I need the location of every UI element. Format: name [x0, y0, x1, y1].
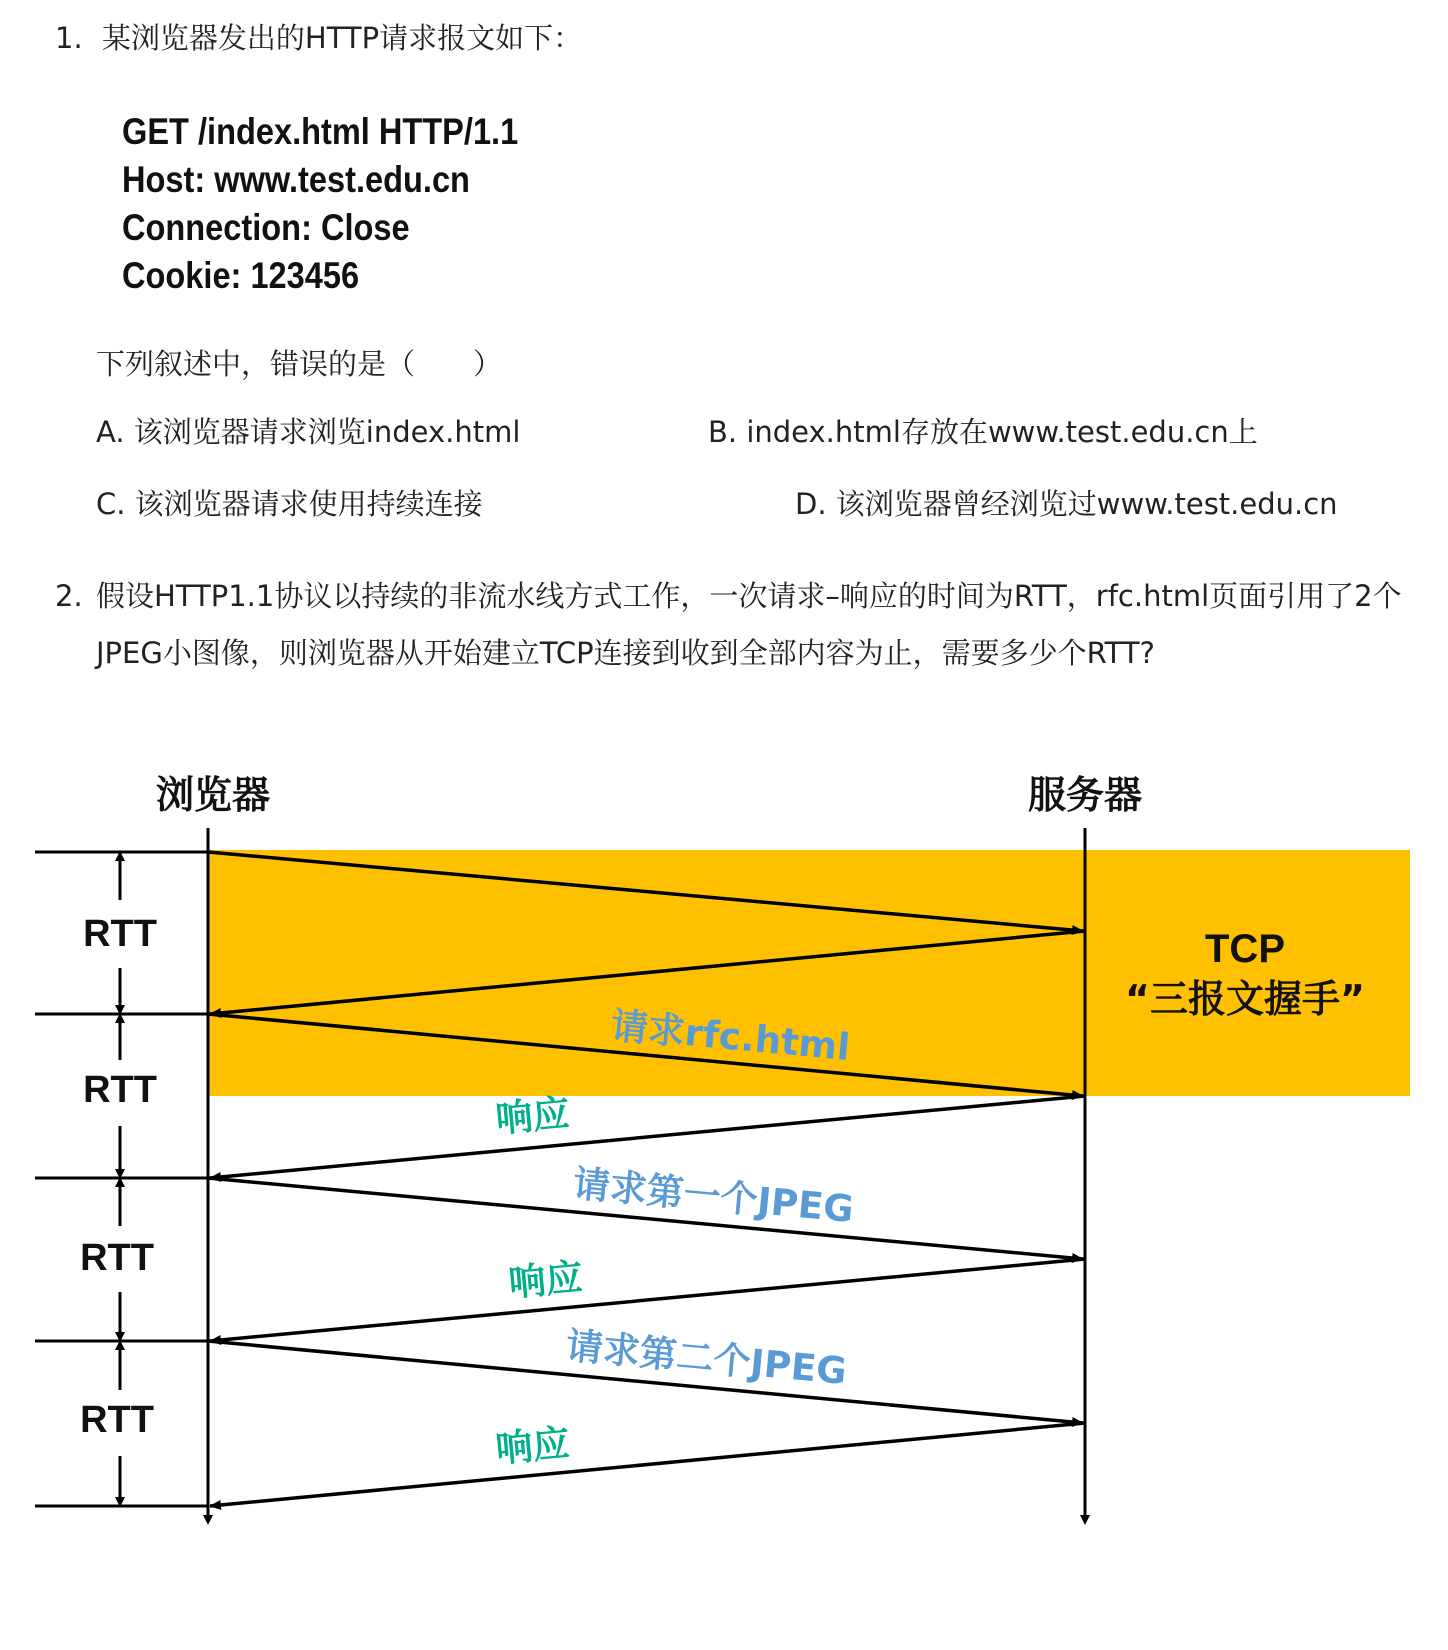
rtt-label-1: RTT: [83, 913, 157, 955]
question-1-stem: 下列叙述中，错误的是（ ）: [96, 347, 503, 381]
option-d: D. 该浏览器曾经浏览过www.test.edu.cn: [795, 487, 1338, 521]
request-jpeg2-label: 请求第二个JPEG: [564, 1324, 849, 1393]
option-a: A. 该浏览器请求浏览index.html: [96, 415, 521, 449]
connection-header: Connection: Close: [122, 207, 410, 248]
question-1-number: 1.: [55, 21, 83, 55]
rtt-label-4: RTT: [80, 1399, 154, 1441]
request-rfc-label: 请求rfc.html: [609, 1004, 852, 1070]
tcp-label: TCP: [1205, 927, 1285, 971]
response-3-arrow: [210, 1423, 1085, 1506]
host-header: Host: www.test.edu.cn: [122, 159, 470, 200]
question-1-prompt: 某浏览器发出的HTTP请求报文如下：: [101, 21, 583, 55]
rtt-label-2: RTT: [83, 1069, 157, 1111]
rtt-label-3: RTT: [80, 1237, 154, 1279]
request-jpeg1-label: 请求第一个JPEG: [571, 1162, 856, 1231]
option-c: C. 该浏览器请求使用持续连接: [96, 487, 483, 521]
server-label: 服务器: [1027, 773, 1143, 817]
response-3-label: 响应: [493, 1421, 572, 1471]
response-2-label: 响应: [506, 1255, 585, 1305]
cookie-header: Cookie: 123456: [122, 255, 360, 296]
question-2-text: 假设HTTP1.1协议以持续的非流水线方式工作，一次请求–响应的时间为RTT，rfc.html页面引用了2个JPEG小图像，则浏览器从开始建立TCP连接到收到全部内容为止，需要多少个RTT?: [96, 579, 1402, 670]
request-line: GET /index.html HTTP/1.1: [122, 111, 519, 152]
browser-label: 浏览器: [155, 773, 271, 817]
response-2-arrow: [210, 1259, 1085, 1341]
option-b: B. index.html存放在www.test.edu.cn上: [708, 415, 1258, 449]
response-1-arrow: [210, 1096, 1085, 1178]
handshake-label: “三报文握手”: [1125, 977, 1365, 1021]
question-2-number: 2.: [55, 579, 83, 613]
response-1-label: 响应: [493, 1091, 572, 1141]
